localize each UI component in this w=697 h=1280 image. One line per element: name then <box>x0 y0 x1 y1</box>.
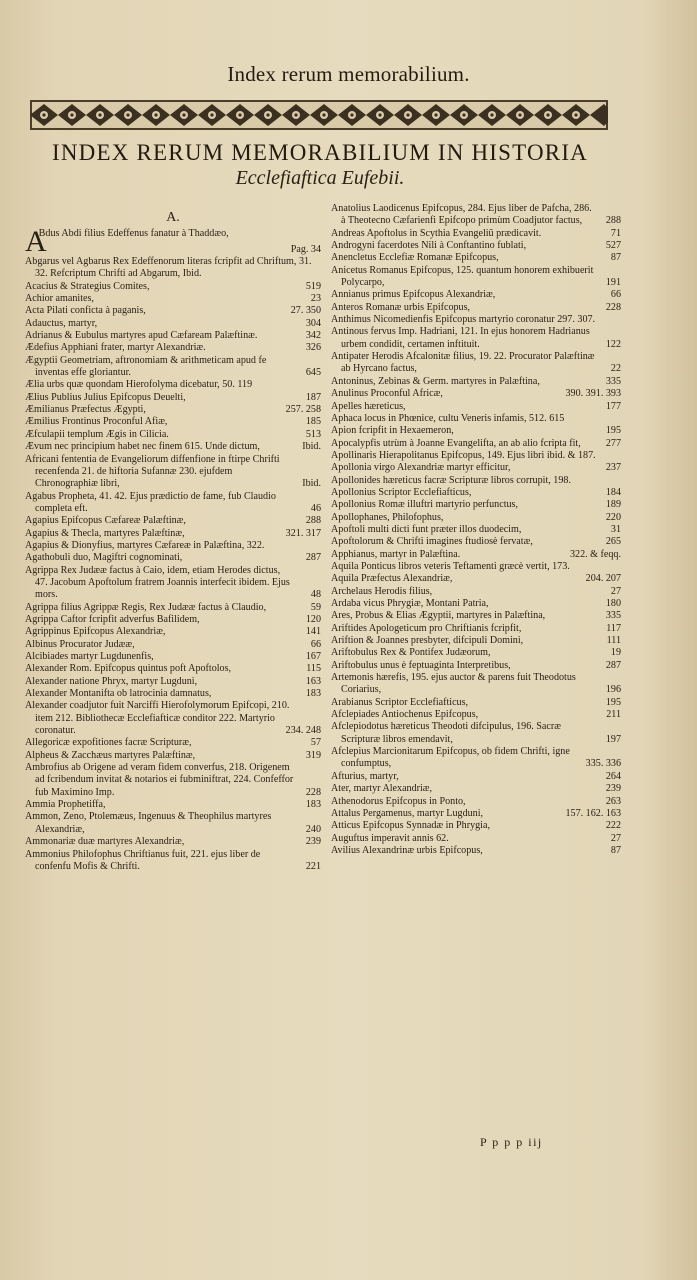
index-entry <box>25 836 321 848</box>
entry-page-number: 390. 391. 393 <box>565 388 621 400</box>
entry-page-number: 513 <box>305 428 321 440</box>
entry-text: Apollonia virgo Alexandriæ martyr efficitur, <box>331 462 511 474</box>
entry-text: Africani fententia de Evangeliorum diffenfione in ftirpe Chrifti recenfenda 21. de hiftoria Sufannæ 230. ejufdem Chronographiæ libri, <box>25 453 280 490</box>
entry-page-number: 185 <box>305 416 321 428</box>
index-entry <box>331 240 621 252</box>
entry-text: Anulinus Proconful Africæ, <box>331 388 443 400</box>
entry-page-number: 265 <box>605 536 621 548</box>
entry-text: Æmilianus Præfectus Ægypti, <box>25 404 146 416</box>
entry-text: Anencletus Ecclefiæ Romanæ Epifcopus, <box>331 252 499 264</box>
entry-page-number: 220 <box>605 511 621 523</box>
entry-page-number: 326 <box>305 342 321 354</box>
entry-text: Agrippa Rex Judææ factus à Caio, idem, etiam Herodes dictus, 47. Jacobum Apoftolum fratrem Joannis interfecit ibidem. Ejus mors. <box>25 564 290 601</box>
index-entry <box>25 392 321 404</box>
entry-text: Alexander Montanifta ob latrocinia damnatus, <box>25 688 212 700</box>
entry-text: Agapius & Dionyfius, martyres Cæfareæ in Palæftina, 322. <box>25 539 265 551</box>
entry-page-number: 48 <box>310 589 321 601</box>
index-entry <box>331 746 621 771</box>
index-entry <box>25 228 321 256</box>
entry-page-number: 197 <box>605 733 621 745</box>
entry-text: Apelles hæreticus, <box>331 400 406 412</box>
entry-page-number: 527 <box>605 240 621 252</box>
entry-text: Agapius Epifcopus Cæfareæ Palæftinæ, <box>25 515 186 527</box>
index-entry <box>25 700 321 737</box>
entry-text: Apphianus, martyr in Palæftina. <box>331 548 461 560</box>
entry-page-number: 59 <box>310 601 321 613</box>
index-entry <box>25 762 321 799</box>
entry-text: Artemonis hærefis, 195. ejus auctor & parens fuit Theodotus Coriarius, <box>331 672 576 696</box>
index-subtitle: Ecclefiaftica Eufebii. <box>235 167 405 189</box>
index-entry <box>25 281 321 293</box>
entry-text: Ariftides Apologeticum pro Chriftianis fcripfit, <box>331 622 522 634</box>
index-entry <box>331 401 621 413</box>
entry-text: Apocalypfis utrùm à Joanne Evangelifta, an ab alio fcripta fit, <box>331 437 581 449</box>
entry-text: Apollonius Scriptor Ecclefiafticus, <box>331 486 472 498</box>
index-entry <box>25 737 321 749</box>
entry-text: Agrippa Caftor fcripfit adverfus Bafilidem, <box>25 613 200 625</box>
entry-text: Æfculapii templum Ægis in Cilicia. <box>25 428 169 440</box>
entry-page-number: 287 <box>305 552 321 564</box>
entry-text: Agrippinus Epifcopus Alexandriæ, <box>25 626 166 638</box>
index-entry <box>331 314 621 326</box>
entry-text: Albinus Procurator Judææ, <box>25 638 135 650</box>
index-entry <box>331 512 621 524</box>
index-entry <box>331 598 621 610</box>
entry-page-number: 222 <box>605 820 621 832</box>
entry-page-number: 27 <box>610 585 621 597</box>
entry-text: Apollonides hæreticus facræ Scripturæ libros corrupit, 198. <box>331 474 571 486</box>
index-entry <box>25 540 321 552</box>
entry-page-number: 321. 317 <box>285 527 321 539</box>
right-entry-list <box>331 203 621 857</box>
entry-text: Apollophanes, Philofophus, <box>331 511 444 523</box>
entry-page-number: 141 <box>305 626 321 638</box>
entry-page-number: 257. 258 <box>285 404 321 416</box>
entry-text: Apion fcripfit in Hexaemeron, <box>331 425 454 437</box>
running-head: Index rerum memorabilium. <box>227 62 470 86</box>
index-entry <box>331 536 621 548</box>
index-entry <box>331 524 621 536</box>
entry-text: Ares, Probus & Elias Ægyptii, martyres in Palæftina, <box>331 610 546 622</box>
entry-page-number: 122 <box>605 338 621 350</box>
entry-text: Ammia Prophetiffa, <box>25 799 106 811</box>
index-entry <box>25 491 321 516</box>
right-column <box>331 203 621 857</box>
entry-page-number: 177 <box>605 400 621 412</box>
entry-page-number: 239 <box>305 836 321 848</box>
section-letter: A. <box>166 210 180 225</box>
entry-page-number: 183 <box>305 688 321 700</box>
entry-text: Ammonius Philofophus Chriftianus fuit, 221. ejus liber de confenfu Mofis & Chrifti. <box>25 848 261 872</box>
entry-text: Agabus Propheta, 41. 42. Ejus prædictio de fame, fub Claudio completa eft. <box>25 490 276 514</box>
entry-page-number: 645 <box>305 367 321 379</box>
entry-page-number: 27. 350 <box>290 305 321 317</box>
entry-page-number: 23 <box>310 293 321 305</box>
entry-page-number: Ibid. <box>302 441 321 453</box>
index-entry <box>25 256 321 281</box>
index-entry <box>25 293 321 305</box>
index-entry <box>25 565 321 602</box>
entry-page-number: 87 <box>610 252 621 264</box>
entry-page-number: 288 <box>605 215 621 227</box>
entry-page-number: 187 <box>305 391 321 403</box>
entry-page-number: 19 <box>610 647 621 659</box>
entry-text: Agrippa filius Agrippæ Regis, Rex Judææ factus à Claudio, <box>25 601 267 613</box>
entry-page-number: 342 <box>305 330 321 342</box>
index-entry <box>25 404 321 416</box>
entry-page-number: 195 <box>605 696 621 708</box>
entry-page-number: 120 <box>305 613 321 625</box>
entry-text: Agathobuli duo, Magiftri cognominati, <box>25 552 183 564</box>
entry-text: Archelaus Herodis filius, <box>331 585 433 597</box>
entry-text: Anatolius Laodicenus Epifcopus, 284. Ejus liber de Pafcha, 286. à Theotecno Cæfarienfi Epifcopo primùm Coadjutor factus, <box>331 203 592 227</box>
index-entry <box>331 783 621 795</box>
index-entry <box>331 833 621 845</box>
index-entry <box>25 379 321 391</box>
entry-text: Attalus Pergamenus, martyr Lugduni, <box>331 807 484 819</box>
index-entry <box>331 623 621 635</box>
index-entry <box>331 808 621 820</box>
index-entry <box>25 318 321 330</box>
index-entry <box>25 811 321 836</box>
entry-page-number: 221 <box>305 860 321 872</box>
entry-page-number: 237 <box>605 462 621 474</box>
entry-page-number: 204. 207 <box>585 573 621 585</box>
entry-text: Bdus Abdi filius Edeffenus fanatur à Thaddæo, <box>38 228 229 239</box>
entry-text: Avilius Alexandrinæ urbis Epifcopus, <box>331 844 483 856</box>
entry-page-number: 287 <box>605 659 621 671</box>
index-entry <box>331 252 621 264</box>
entry-text: Apollonius Romæ illuftri martyrio perfunctus, <box>331 499 518 511</box>
index-entry <box>25 429 321 441</box>
entry-page-number: 167 <box>305 651 321 662</box>
entry-page-number: 196 <box>605 684 621 696</box>
index-entry <box>331 462 621 474</box>
entry-text: Andreas Apoftolus in Scythia Evangeliũ prædicavit. <box>331 227 542 239</box>
entry-text: Agapius & Thecla, martyres Palæftinæ, <box>25 527 185 539</box>
entry-page-number: 322. & feqq. <box>569 548 621 560</box>
entry-text: Adrianus & Eubulus martyres apud Cæfaream Palæftinæ. <box>25 330 258 342</box>
index-entry <box>331 549 621 561</box>
entry-text: Ammonariæ duæ martyres Alexandriæ, <box>25 836 185 848</box>
entry-text: Apoftolorum & Chrifti imagines ftudiosè fervatæ, <box>331 536 533 548</box>
index-entry <box>331 697 621 709</box>
entry-page-number: 46 <box>310 502 321 514</box>
entry-page-number: 240 <box>305 823 321 835</box>
index-entry <box>25 441 321 453</box>
entry-text: Alexander coadjutor fuit Narciffi Hierofolymorum Epifcopi, 210. item 212. Bibliothecæ Ecclefiafticæ conditor 222. Martyrio coronatur. <box>25 700 290 737</box>
entry-text: Antoninus, Zebinas & Germ. martyres in Palæftina, <box>331 375 540 387</box>
index-entry <box>331 561 621 573</box>
index-entry <box>331 672 621 697</box>
index-entry <box>331 203 621 228</box>
entry-text: Achior amanites, <box>25 293 94 305</box>
index-entry <box>25 602 321 614</box>
entry-text: Ater, martyr Alexandriæ, <box>331 783 433 795</box>
entry-page-number: 228 <box>605 301 621 313</box>
index-entry <box>331 265 621 290</box>
entry-page-number: 191 <box>605 277 621 289</box>
entry-page-number: 264 <box>605 770 621 782</box>
entry-page-number: 319 <box>305 749 321 761</box>
drop-initial: A <box>25 228 47 256</box>
index-entry <box>25 330 321 342</box>
entry-page-number: 27 <box>610 832 621 844</box>
entry-text: Ægyptii Geometriam, aftronomiam & arithmeticam apud fe inventas effe gloriantur. <box>25 354 267 379</box>
index-entry <box>25 663 321 675</box>
entry-text: Antinous fervus Imp. Hadriani, 121. In ejus honorem Hadrianus urbem condidit, certamen inftituit. <box>331 326 590 350</box>
entry-text: Aphaca locus in Phœnice, cultu Veneris infamis, 512. 615 <box>331 412 565 424</box>
index-entry <box>331 647 621 659</box>
entry-page-number: 183 <box>305 799 321 811</box>
entry-page-number: 87 <box>610 844 621 856</box>
entry-page-number: 66 <box>610 289 621 301</box>
index-entry <box>331 610 621 622</box>
entry-page-number: 57 <box>310 737 321 749</box>
index-entry <box>25 799 321 811</box>
entry-page-number: 263 <box>605 795 621 807</box>
entry-text: Afclepiodotus hæreticus Theodoti difcipulus, 196. Sacræ Scripturæ libros emendavit, <box>331 721 561 745</box>
entry-page-number: 163 <box>305 675 321 687</box>
index-entry <box>331 635 621 647</box>
index-entry <box>331 499 621 511</box>
index-entry <box>331 586 621 598</box>
index-entry <box>331 796 621 808</box>
index-entry <box>25 849 321 874</box>
entry-text: Abgarus vel Agbarus Rex Edeffenorum literas fcripfit ad Chriftum, 31. 32. Refcriptum Chrifti ad Abgarum, Ibid. <box>25 256 312 280</box>
entry-text: Afclepius Marcionitarum Epifcopus, ob fidem Chrifti, igne confumptus, <box>331 746 570 770</box>
entry-page-number: 115 <box>306 663 321 675</box>
index-entry <box>25 305 321 317</box>
entry-text: Anthimus Nicomedienfis Epifcopus martyrio coronatur 297. 307. <box>331 314 596 326</box>
entry-page-number: 31 <box>610 523 621 535</box>
index-entry <box>331 450 621 462</box>
index-entry <box>331 351 621 376</box>
ornament-band <box>30 100 608 130</box>
index-entry <box>331 438 621 450</box>
entry-page-number: 66 <box>310 638 321 650</box>
index-entry <box>25 342 321 354</box>
entry-page-number: 335 <box>605 610 621 622</box>
entry-page-number: 335 <box>605 375 621 387</box>
index-entry <box>331 573 621 585</box>
entry-page-number: 288 <box>305 515 321 527</box>
entry-page-number: 184 <box>605 486 621 498</box>
index-entry <box>331 289 621 301</box>
entry-text: Ælius Publius Julius Epifcopus Deuelti, <box>25 391 186 403</box>
entry-page-number: 117 <box>606 622 621 634</box>
entry-text: Ariftobulus unus è feptuaginta Interpretibus, <box>331 659 511 671</box>
index-entry <box>25 626 321 638</box>
entry-page-number: 234. 248 <box>285 725 321 737</box>
index-entry <box>331 388 621 400</box>
index-entry <box>331 413 621 425</box>
index-entry <box>25 651 321 663</box>
entry-text: Ariftion & Joannes presbyter, difcipuli Domini, <box>331 635 524 647</box>
entry-page-number: 335. 336 <box>585 758 621 770</box>
entry-text: Acacius & Strategius Comites, <box>25 280 150 292</box>
entry-text: Adauctus, martyr, <box>25 317 98 329</box>
index-entry <box>331 302 621 314</box>
index-entry <box>25 688 321 700</box>
entry-text: Annianus primus Epifcopus Alexandriæ, <box>331 289 496 301</box>
index-entry <box>25 454 321 491</box>
entry-text: Alexander Rom. Epifcopus quintus poft Apoftolos, <box>25 663 232 675</box>
left-entry-list <box>25 228 321 873</box>
entry-text: Ævum nec principium habet nec finem 615. Unde dictum, <box>25 441 260 453</box>
entry-page-number: 519 <box>305 280 321 292</box>
entry-page-number: 111 <box>606 635 621 647</box>
index-entry <box>25 515 321 527</box>
entry-text: Afclepiades Antiochenus Epifcopus, <box>331 709 479 721</box>
entry-page-number: 277 <box>605 437 621 449</box>
index-entry <box>331 326 621 351</box>
entry-text: Ambrofius ab Origene ad veram fidem converfus, 218. Origenem ad fcribendum invitat & notarios ei fubminiftrat, 224. Confeffor fub Maximino Imp. <box>25 762 294 798</box>
signature-mark: P p p p iij <box>480 1135 543 1149</box>
entry-text: Ædefius Apphiani frater, martyr Alexandriæ. <box>25 342 206 354</box>
entry-text: Antipater Herodis Afcalonitæ filius, 19. 22. Procurator Palæftinæ ab Hyrcano factus, <box>331 351 595 375</box>
entry-text: Anteros Romanæ urbis Epifcopus, <box>331 301 471 313</box>
entry-text: Ælia urbs quæ quondam Hierofolyma dicebatur, 50. 119 <box>25 379 253 391</box>
index-title: INDEX RERUM MEMORABILIUM IN HISTORIA <box>52 140 588 165</box>
entry-text: Atticus Epifcopus Synnadæ in Phrygia, <box>331 820 490 832</box>
index-entry <box>331 771 621 783</box>
entry-text: Afturius, martyr, <box>331 770 399 782</box>
entry-page-number: 211 <box>606 709 621 721</box>
index-entry <box>25 676 321 688</box>
index-entry <box>331 425 621 437</box>
entry-text: Aquila Præfectus Alexandriæ, <box>331 573 453 585</box>
entry-text: Alexander natione Phryx, martyr Lugduni, <box>25 675 198 687</box>
index-entry <box>25 416 321 428</box>
entry-text: Ammon, Zeno, Ptolemæus, Ingenuus & Theophilus martyres Alexandriæ, <box>25 811 272 835</box>
entry-page-number: 180 <box>605 598 621 609</box>
entry-page-number: 71 <box>610 227 621 239</box>
entry-page-number: 239 <box>605 783 621 795</box>
index-entry <box>331 820 621 832</box>
entry-page-number: Pag. 34 <box>290 243 321 255</box>
entry-text: Aquila Ponticus libros veteris Teftamenti græcè vertit, 173. <box>331 560 570 572</box>
entry-text: Apollinaris Hierapolitanus Epifcopus, 149. Ejus libri ibid. & 187. <box>331 449 596 461</box>
entry-page-number: 157. 162. 163 <box>565 807 621 819</box>
index-entry <box>331 709 621 721</box>
entry-text: Allegoricæ expofitiones facræ Scripturæ, <box>25 737 192 749</box>
entry-text: Arabianus Scriptor Ecclefiafticus, <box>331 696 469 708</box>
index-entry <box>331 845 621 857</box>
entry-page-number: Ibid. <box>302 478 321 490</box>
index-entry <box>331 721 621 746</box>
index-entry <box>25 614 321 626</box>
entry-text: Ariftobulus Rex & Pontifex Judæorum, <box>331 647 491 659</box>
entry-text: Ardaba vicus Phrygiæ, Montani Patria, <box>331 598 489 609</box>
entry-page-number: 304 <box>305 317 321 329</box>
entry-text: Athenodorus Epifcopus in Ponto, <box>331 795 466 807</box>
entry-text: Anicetus Romanus Epifcopus, 125. quantum honorem exhibuerit Polycarpo, <box>331 264 594 289</box>
index-entry <box>331 475 621 487</box>
index-entry <box>25 528 321 540</box>
index-entry <box>331 228 621 240</box>
index-entry <box>331 487 621 499</box>
entry-page-number: 195 <box>605 425 621 437</box>
index-entry <box>25 750 321 762</box>
entry-page-number: 22 <box>610 363 621 375</box>
left-column <box>25 208 321 873</box>
entry-text: Æmilius Frontinus Proconful Afiæ, <box>25 416 168 428</box>
index-entry <box>25 639 321 651</box>
entry-page-number: 189 <box>605 499 621 511</box>
index-entry <box>25 355 321 380</box>
index-entry <box>331 660 621 672</box>
entry-text: Androgyni facerdotes Nili à Conftantino fublati, <box>331 240 527 252</box>
entry-text: Alcibiades martyr Lugdunenfis, <box>25 651 154 662</box>
entry-text: Alpheus & Zacchæus martyres Palæftinæ, <box>25 749 196 761</box>
index-entry <box>331 376 621 388</box>
entry-text: Auguftus imperavit annis 62. <box>331 832 449 844</box>
index-entry <box>25 552 321 564</box>
entry-text: Apoftoli multi dicti funt præter illos duodecim, <box>331 523 522 535</box>
entry-text: Acta Pilati conficta à paganis, <box>25 305 146 317</box>
entry-page-number: 228 <box>305 786 321 798</box>
